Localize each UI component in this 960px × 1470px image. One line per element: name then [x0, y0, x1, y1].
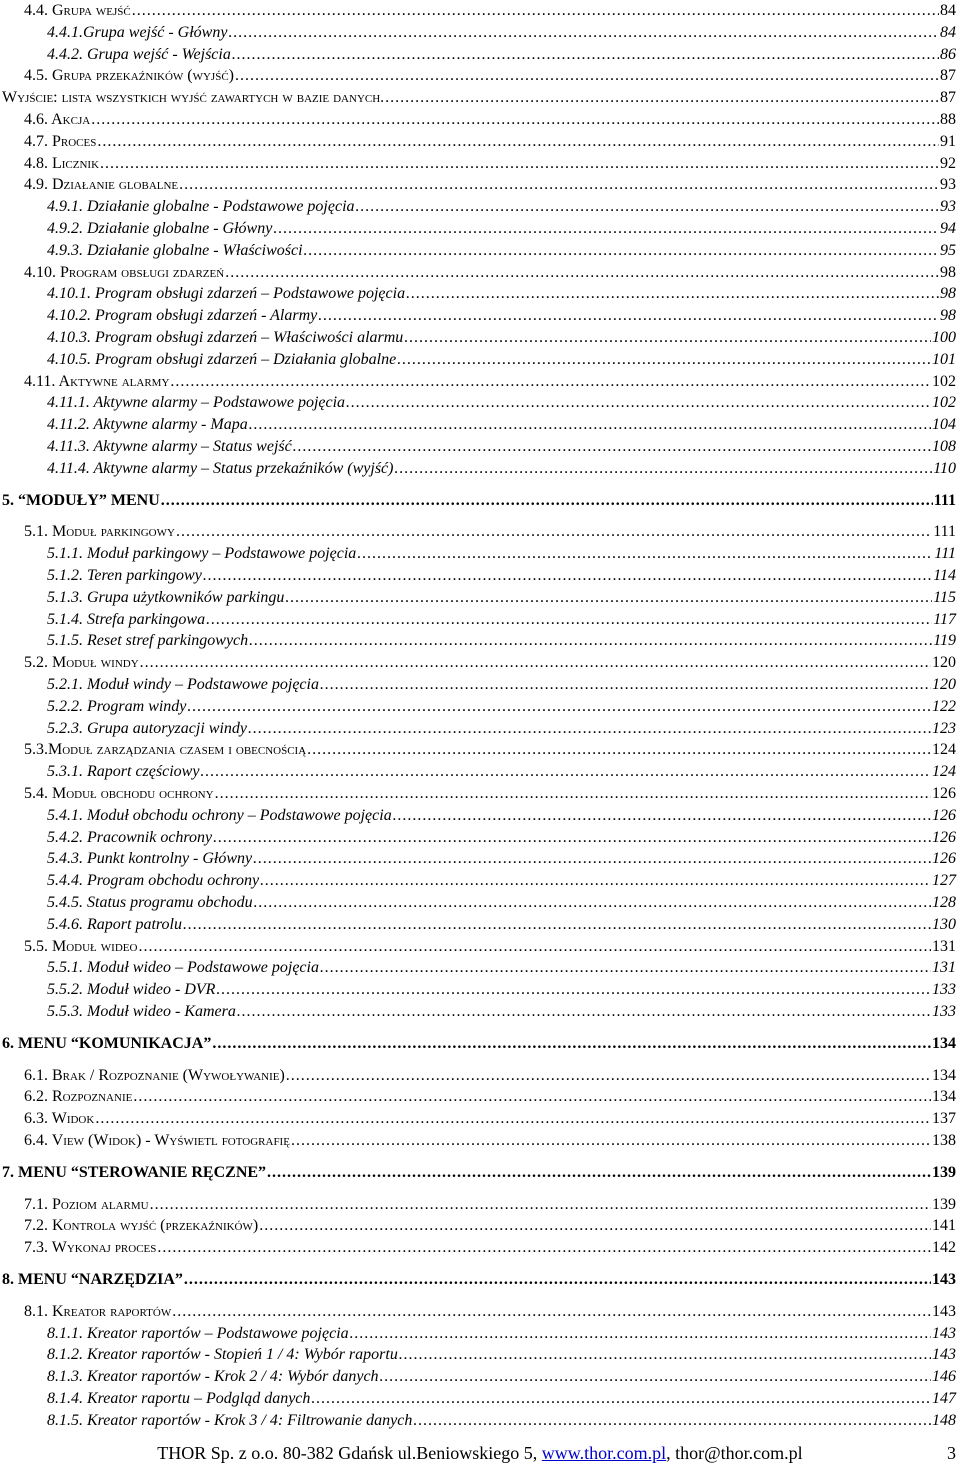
- toc-entry-title: 5.4.3. Punkt kontrolny - Główny: [47, 850, 253, 867]
- toc-entry-page: 84: [940, 2, 956, 19]
- toc-entry-title: 6.1. Brak / Rozpoznanie (Wywoływanie): [24, 1067, 285, 1084]
- toc-entry-title: 4.9.1. Działanie globalne - Podstawowe pojęcia: [47, 198, 355, 215]
- toc-dot-leader: [394, 459, 932, 479]
- toc-entry-title: 7.2. Kontrola wyjść (przekaźników): [24, 1217, 259, 1234]
- toc-entry[interactable]: [47, 828, 956, 848]
- toc-entry[interactable]: [47, 45, 956, 65]
- toc-entry-title: 5.1.2. Teren parkingowy: [47, 567, 202, 584]
- toc-entry-page: 134: [932, 1067, 956, 1084]
- toc-entry-title: 5.1.1. Moduł parkingowy – Podstawowe pojęcia: [47, 545, 357, 562]
- toc-entry-page: 133: [932, 1003, 956, 1020]
- toc-entry-title: 5.1.5. Reset stref parkingowych: [47, 632, 249, 649]
- toc-entry[interactable]: [2, 88, 956, 108]
- toc-entry[interactable]: [24, 372, 956, 392]
- footer-website-link[interactable]: www.thor.com.pl: [541, 1443, 667, 1463]
- toc-dot-leader: [95, 1109, 931, 1129]
- toc-entry[interactable]: [47, 1389, 956, 1409]
- toc-entry-page: 88: [940, 111, 956, 128]
- toc-dot-leader: [350, 1324, 931, 1344]
- toc-entry[interactable]: [47, 393, 956, 413]
- toc-entry[interactable]: [47, 762, 956, 782]
- toc-dot-leader: [267, 1163, 931, 1183]
- toc-dot-leader: [184, 1270, 931, 1290]
- toc-entry-page: 98: [940, 307, 956, 324]
- toc-dot-leader: [346, 393, 931, 413]
- toc-dot-leader: [304, 241, 939, 261]
- toc-entry[interactable]: [47, 610, 956, 630]
- toc-dot-leader: [286, 1066, 931, 1086]
- toc-entry-title: 8.1.1. Kreator raportów – Podstawowe pojęcia: [47, 1325, 349, 1342]
- toc-entry[interactable]: [24, 1087, 956, 1107]
- toc-entry-page: 95: [940, 242, 956, 259]
- toc-entry-page: 94: [940, 220, 956, 237]
- toc-entry-page: 148: [932, 1412, 956, 1429]
- toc-entry[interactable]: [24, 1131, 956, 1151]
- toc-entry[interactable]: [47, 284, 956, 304]
- toc-entry[interactable]: [24, 522, 956, 542]
- toc-entry-title: 4.10.2. Program obsługi zdarzeń - Alarmy: [47, 307, 318, 324]
- toc-entry-page: 124: [932, 741, 956, 758]
- toc-entry-page: 134: [932, 1088, 956, 1105]
- page-number: 3: [947, 1443, 956, 1463]
- toc-entry-title: 4.11.4. Aktywne alarmy – Status przekaźników (wyjść): [47, 460, 394, 477]
- toc-dot-leader: [157, 1238, 931, 1258]
- toc-dot-leader: [172, 1302, 931, 1322]
- toc-entry-page: 98: [940, 285, 956, 302]
- toc-entry-page: 146: [932, 1368, 956, 1385]
- toc-dot-leader: [249, 631, 932, 651]
- toc-dot-leader: [293, 437, 931, 457]
- toc-entry-title: 4.10.3. Program obsługi zdarzeń – Właściwości alarmu: [47, 329, 404, 346]
- toc-entry-page: 131: [932, 959, 956, 976]
- toc-entry-title: 4.9.3. Działanie globalne - Właściwości: [47, 242, 303, 259]
- toc-entry-title: 8.1.2. Kreator raportów - Stopień 1 / 4: Wybór raportu: [47, 1346, 398, 1363]
- toc-dot-leader: [385, 88, 939, 108]
- toc-entry-page: 117: [933, 611, 956, 628]
- toc-entry-title: 8.1. Kreator raportów: [24, 1303, 172, 1320]
- toc-dot-leader: [150, 1195, 931, 1215]
- toc-entry-title: 4.9.2. Działanie globalne - Główny: [47, 220, 273, 237]
- toc-entry[interactable]: [24, 132, 956, 152]
- toc-entry-title: 5.1. Moduł parkingowy: [24, 523, 175, 540]
- toc-dot-leader: [260, 871, 931, 891]
- toc-entry-page: 115: [933, 589, 956, 606]
- toc-dot-leader: [254, 893, 931, 913]
- toc-entry-title: 5.5.1. Moduł wideo – Podstawowe pojęcia: [47, 959, 319, 976]
- toc-dot-leader: [399, 1345, 931, 1365]
- toc-entry[interactable]: [24, 1216, 956, 1236]
- toc-dot-leader: [138, 937, 931, 957]
- toc-entry[interactable]: [47, 350, 956, 370]
- toc-dot-leader: [132, 1, 939, 21]
- toc-entry-page: 100: [932, 329, 956, 346]
- toc-entry-title: 4.11.1. Aktywne alarmy – Podstawowe pojęcia: [47, 394, 346, 411]
- toc-dot-leader: [406, 284, 939, 304]
- toc-dot-leader: [176, 522, 932, 542]
- toc-entry[interactable]: [47, 437, 956, 457]
- toc-entry-page: 124: [932, 763, 956, 780]
- toc-dot-leader: [273, 219, 939, 239]
- toc-dot-leader: [216, 980, 931, 1000]
- toc-entry-page: 87: [940, 67, 956, 84]
- toc-dot-leader: [200, 762, 931, 782]
- toc-entry-title: 8.1.4. Kreator raportu – Podgląd danych: [47, 1390, 311, 1407]
- toc-dot-leader: [311, 1389, 931, 1409]
- toc-dot-leader: [285, 588, 932, 608]
- toc-entry-title: 8. MENU “NARZĘDZIA”: [2, 1271, 183, 1288]
- toc-entry-title: 8.1.3. Kreator raportów - Krok 2 / 4: Wybór danych: [47, 1368, 379, 1385]
- toc-entry-title: 4.10.1. Program obsługi zdarzeń – Podstawowe pojęcia: [47, 285, 406, 302]
- toc-entry[interactable]: [47, 1411, 956, 1431]
- toc-dot-leader: [380, 1367, 931, 1387]
- toc-entry[interactable]: [24, 1238, 956, 1258]
- toc-entry-page: 114: [933, 567, 956, 584]
- toc-entry[interactable]: [24, 1195, 956, 1215]
- toc-entry-page: 87: [940, 89, 956, 106]
- toc-entry[interactable]: [47, 697, 956, 717]
- toc-entry-title: 5.5.3. Moduł wideo - Kamera: [47, 1003, 236, 1020]
- toc-entry[interactable]: [2, 1034, 956, 1054]
- toc-entry-title: 5.5.2. Moduł wideo - DVR: [47, 981, 216, 998]
- toc-dot-leader: [161, 491, 933, 511]
- toc-entry[interactable]: [47, 306, 956, 326]
- toc-dot-leader: [253, 849, 931, 869]
- toc-entry-title: 5.4.6. Raport patrolu: [47, 916, 182, 933]
- footer-email: thor@thor.com.pl: [675, 1443, 803, 1463]
- toc-entry-title: 5.4.2. Pracownik ochrony: [47, 829, 213, 846]
- toc-entry[interactable]: [24, 1, 956, 21]
- toc-entry[interactable]: [47, 459, 956, 479]
- toc-entry-page: 143: [932, 1271, 956, 1288]
- toc-entry-page: 142: [932, 1239, 956, 1256]
- toc-entry-title: 4.4.2. Grupa wejść - Wejścia: [47, 46, 231, 63]
- toc-entry[interactable]: [47, 980, 956, 1000]
- toc-entry[interactable]: [47, 1367, 956, 1387]
- toc-entry[interactable]: [47, 1345, 956, 1365]
- toc-dot-leader: [225, 263, 939, 283]
- toc-entry[interactable]: [47, 719, 956, 739]
- toc-entry[interactable]: [24, 740, 956, 760]
- toc-entry[interactable]: [47, 588, 956, 608]
- toc-entry-title: 4.11.2. Aktywne alarmy - Mapa: [47, 416, 248, 433]
- toc-entry-page: 130: [932, 916, 956, 933]
- toc-entry-title: 5.4.4. Program obchodu ochrony: [47, 872, 260, 889]
- toc-entry[interactable]: [24, 154, 956, 174]
- toc-entry-page: 91: [940, 133, 956, 150]
- toc-entry-title: 7.3. Wykonaj proces: [24, 1239, 157, 1256]
- toc-entry[interactable]: [24, 653, 956, 673]
- toc-entry[interactable]: [47, 849, 956, 869]
- toc-entry-page: 92: [940, 155, 956, 172]
- toc-entry[interactable]: [24, 175, 956, 195]
- toc-entry[interactable]: [47, 544, 956, 564]
- toc-dot-leader: [307, 740, 931, 760]
- toc-entry-page: 139: [932, 1196, 956, 1213]
- toc-entry-title: 5.4.1. Moduł obchodu ochrony – Podstawowe pojęcia: [47, 807, 392, 824]
- toc-entry-title: 5.2.3. Grupa autoryzacji windy: [47, 720, 247, 737]
- toc-entry-title: 4.7. Proces: [24, 133, 97, 150]
- toc-entry[interactable]: [47, 675, 956, 695]
- toc-entry-title: 5.2.1. Moduł windy – Podstawowe pojęcia: [47, 676, 319, 693]
- toc-dot-leader: [249, 415, 931, 435]
- toc-dot-leader: [179, 175, 939, 195]
- toc-entry-page: 126: [932, 850, 956, 867]
- toc-dot-leader: [291, 1131, 931, 1151]
- toc-entry[interactable]: [24, 1066, 956, 1086]
- toc-entry-page: 128: [932, 894, 956, 911]
- toc-entry-page: 141: [932, 1217, 956, 1234]
- toc-dot-leader: [397, 350, 931, 370]
- toc-entry-page: 111: [933, 492, 956, 509]
- toc-entry-title: 4.4.1.Grupa wejść - Główny: [47, 24, 228, 41]
- toc-entry-title: 6.4. View (Widok) - Wyświetl fotografię: [24, 1132, 290, 1149]
- toc-entry-page: 111: [933, 523, 956, 540]
- toc-dot-leader: [259, 1216, 931, 1236]
- toc-entry[interactable]: [2, 1163, 956, 1183]
- toc-entry[interactable]: [2, 1270, 956, 1290]
- toc-entry-page: 138: [932, 1132, 956, 1149]
- toc-entry-title: 4.11.3. Aktywne alarmy – Status wejść: [47, 438, 292, 455]
- toc-entry-page: 137: [932, 1110, 956, 1127]
- toc-entry-page: 111: [934, 545, 956, 562]
- toc-entry[interactable]: [24, 784, 956, 804]
- toc-entry-title: 5.1.4. Strefa parkingowa: [47, 611, 206, 628]
- toc-entry-title: 5. “MODUŁY” MENU: [2, 492, 160, 509]
- toc-entry-title: 6.3. Widok: [24, 1110, 95, 1127]
- toc-entry[interactable]: [47, 415, 956, 435]
- toc-entry-page: 108: [932, 438, 956, 455]
- toc-dot-leader: [357, 544, 933, 564]
- toc-dot-leader: [413, 1411, 931, 1431]
- toc-entry-title: 5.4. Moduł obchodu ochrony: [24, 785, 214, 802]
- toc-entry-page: 101: [932, 351, 956, 368]
- toc-entry-page: 86: [940, 46, 956, 63]
- toc-dot-leader: [320, 958, 931, 978]
- toc-entry-page: 139: [932, 1164, 956, 1181]
- toc-dot-leader: [213, 828, 931, 848]
- toc-dot-leader: [237, 1002, 931, 1022]
- toc-dot-leader: [404, 328, 931, 348]
- toc-entry[interactable]: [24, 110, 956, 130]
- toc-entry-title: 4.6. Akcja: [24, 111, 91, 128]
- toc-entry-page: 120: [932, 654, 956, 671]
- toc-entry-title: 6. MENU “KOMUNIKACJA”: [2, 1035, 212, 1052]
- toc-dot-leader: [133, 1087, 931, 1107]
- toc-dot-leader: [320, 675, 931, 695]
- toc-entry[interactable]: [24, 263, 956, 283]
- toc-entry[interactable]: [47, 915, 956, 935]
- toc-entry[interactable]: [47, 328, 956, 348]
- toc-entry-page: 93: [940, 198, 956, 215]
- toc-entry[interactable]: [47, 219, 956, 239]
- toc-entry[interactable]: [2, 491, 956, 511]
- toc-dot-leader: [183, 915, 931, 935]
- toc-dot-leader: [356, 197, 939, 217]
- toc-dot-leader: [228, 23, 939, 43]
- toc-entry[interactable]: [47, 806, 956, 826]
- toc-entry-page: 131: [932, 938, 956, 955]
- toc-entry-page: 98: [940, 264, 956, 281]
- toc-entry-title: 4.11. Aktywne alarmy: [24, 373, 170, 390]
- toc-entry-title: 4.4. Grupa wejść: [24, 2, 131, 19]
- toc-dot-leader: [206, 610, 932, 630]
- toc-entry-page: 104: [932, 416, 956, 433]
- page-footer: [0, 1443, 960, 1465]
- toc-entry[interactable]: [47, 631, 956, 651]
- toc-entry-title: 5.2. Moduł windy: [24, 654, 139, 671]
- toc-dot-leader: [140, 653, 931, 673]
- toc-dot-leader: [203, 566, 932, 586]
- toc-entry-page: 120: [932, 676, 956, 693]
- toc-entry[interactable]: [47, 871, 956, 891]
- footer-separator: ,: [666, 1443, 671, 1463]
- toc-dot-leader: [393, 806, 931, 826]
- toc-entry-title: 7. MENU “STEROWANIE RĘCZNE”: [2, 1164, 267, 1181]
- toc-entry-title: 4.10.5. Program obsługi zdarzeń – Działania globalne: [47, 351, 397, 368]
- toc-entry-title: 7.1. Poziom alarmu: [24, 1196, 149, 1213]
- toc-entry-page: 143: [932, 1325, 956, 1342]
- toc-entry-page: 147: [932, 1390, 956, 1407]
- toc-entry-page: 127: [932, 872, 956, 889]
- toc-entry-page: 133: [932, 981, 956, 998]
- toc-dot-leader: [170, 372, 931, 392]
- toc-entry-title: Wyjście: lista wszystkich wyjść zawartych w bazie danych.: [2, 89, 385, 106]
- toc-entry-title: 4.5. Grupa przekaźników (wyjść): [24, 67, 234, 84]
- toc-entry-title: 4.9. Działanie globalne: [24, 176, 179, 193]
- toc-entry-title: 6.2. Rozpoznanie: [24, 1088, 133, 1105]
- toc-dot-leader: [232, 45, 939, 65]
- toc-entry-title: 4.10. Program obsługi zdarzeń: [24, 264, 225, 281]
- footer-company: THOR Sp. z o.o. 80-382 Gdańsk ul.Beniowskiego 5,: [157, 1443, 538, 1463]
- toc-entry[interactable]: [24, 66, 956, 86]
- toc-entry[interactable]: [47, 1002, 956, 1022]
- toc-entry-page: 84: [940, 24, 956, 41]
- toc-dot-leader: [97, 132, 939, 152]
- toc-entry-title: 5.2.2. Program windy: [47, 698, 187, 715]
- toc-entry-page: 123: [932, 720, 956, 737]
- toc-dot-leader: [215, 784, 931, 804]
- toc-entry[interactable]: [24, 937, 956, 957]
- toc-entry-title: 4.8. Licznik: [24, 155, 100, 172]
- toc-entry-title: 5.4.5. Status programu obchodu: [47, 894, 253, 911]
- toc-entry-page: 134: [932, 1035, 956, 1052]
- toc-dot-leader: [91, 110, 939, 130]
- toc-entry[interactable]: [24, 1302, 956, 1322]
- toc-entry-title: 5.3.1. Raport częściowy: [47, 763, 200, 780]
- toc-dot-leader: [100, 154, 939, 174]
- toc-dot-leader: [248, 719, 931, 739]
- toc-entry[interactable]: [47, 958, 956, 978]
- toc-dot-leader: [212, 1034, 931, 1054]
- toc-entry[interactable]: [47, 566, 956, 586]
- toc-dot-leader: [318, 306, 939, 326]
- toc-entry[interactable]: [47, 893, 956, 913]
- toc-entry-title: 5.5. Moduł wideo: [24, 938, 138, 955]
- toc-entry-page: 143: [932, 1303, 956, 1320]
- toc-entry[interactable]: [24, 1109, 956, 1129]
- toc-entry-title: 8.1.5. Kreator raportów - Krok 3 / 4: Filtrowanie danych: [47, 1412, 413, 1429]
- toc-entry-page: 93: [940, 176, 956, 193]
- toc-dot-leader: [235, 66, 939, 86]
- toc-dot-leader: [187, 697, 931, 717]
- toc-entry[interactable]: [47, 23, 956, 43]
- toc-entry-title: 5.3.Moduł zarządzania czasem i obecnością: [24, 741, 307, 758]
- toc-entry-title: 5.1.3. Grupa użytkowników parkingu: [47, 589, 285, 606]
- toc-entry[interactable]: [47, 1324, 956, 1344]
- toc-entry-page: 143: [932, 1346, 956, 1363]
- toc-entry-page: 110: [933, 460, 956, 477]
- toc-entry[interactable]: [47, 197, 956, 217]
- toc-entry-page: 122: [932, 698, 956, 715]
- toc-entry-page: 126: [932, 829, 956, 846]
- toc-entry-page: 126: [932, 807, 956, 824]
- toc-entry-page: 102: [932, 373, 956, 390]
- toc-entry-page: 102: [932, 394, 956, 411]
- toc-entry[interactable]: [47, 241, 956, 261]
- toc-entry-page: 119: [933, 632, 956, 649]
- toc-entry-page: 126: [932, 785, 956, 802]
